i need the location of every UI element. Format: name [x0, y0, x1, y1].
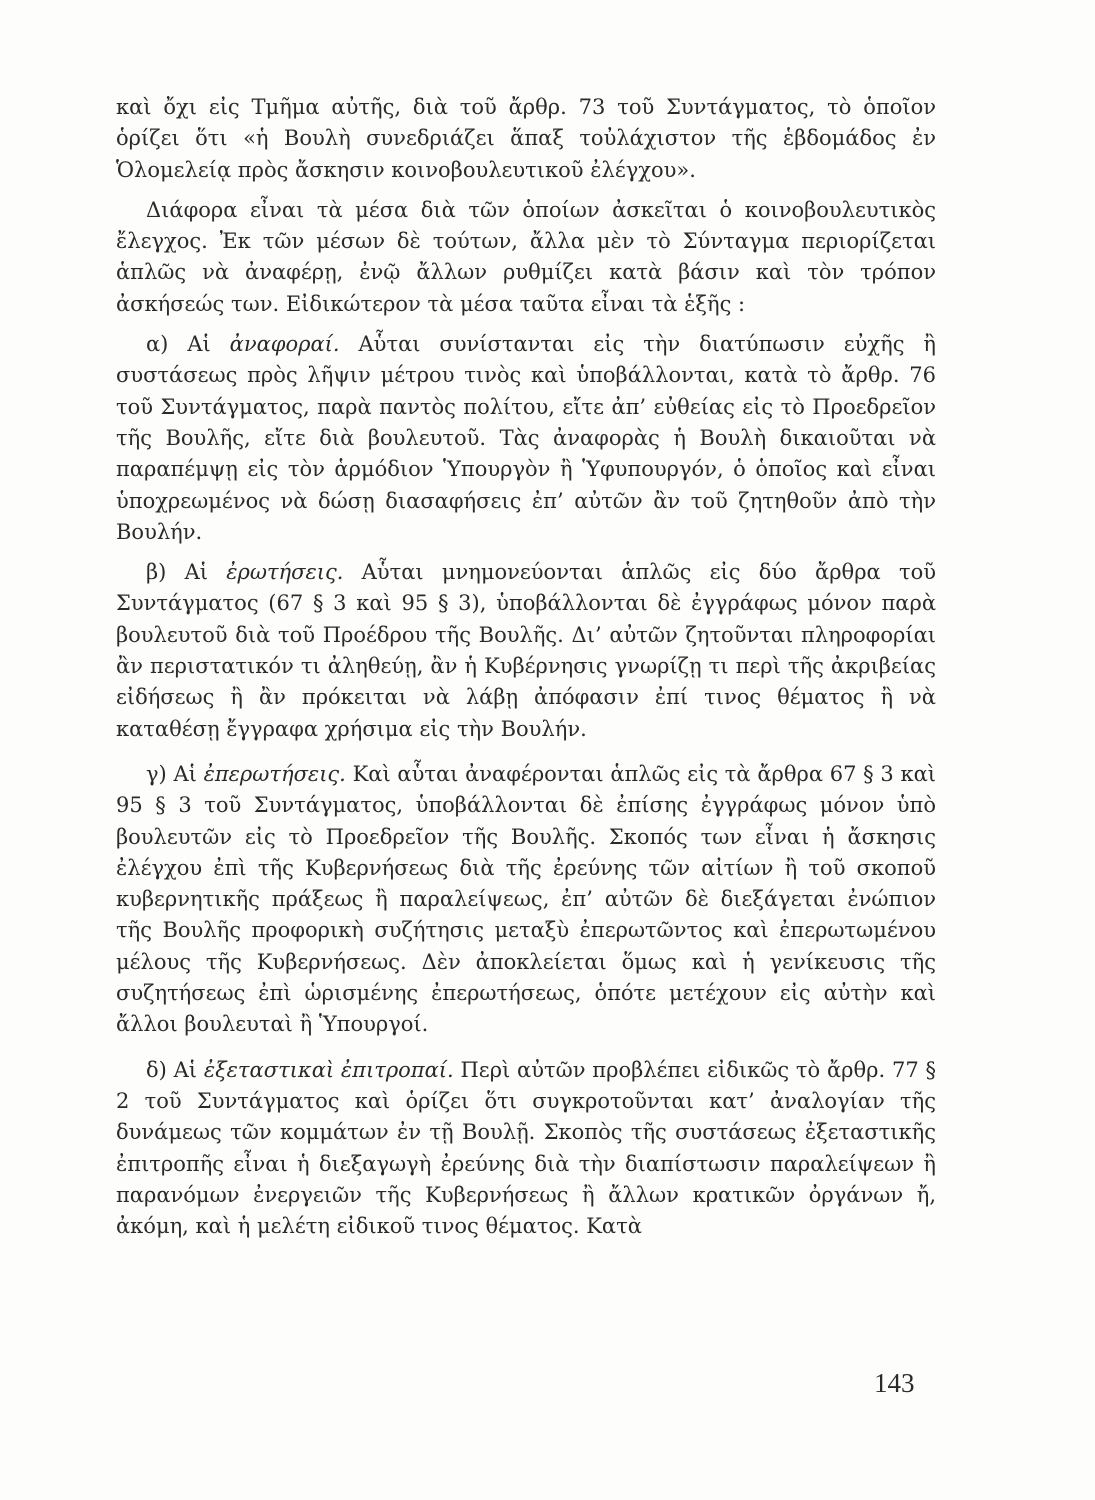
- item-marker: β) Αἱ: [146, 560, 227, 585]
- item-term: ἐξεταστικαὶ ἐπιτροπαί.: [203, 1057, 454, 1082]
- item-marker: δ) Αἱ: [146, 1057, 204, 1082]
- item-marker: γ) Αἱ: [146, 761, 204, 786]
- paragraph-continuation: καὶ ὄχι εἰς Τμῆμα αὐτῆς, διὰ τοῦ ἄρθρ. 73 τοῦ Συντάγματος, τὸ ὁποῖον ὁρίζει ὅτι «ἡ Βουλὴ συνεδριάζει ἅπαξ τοὐλάχιστον τῆς ἑβδομάδος ἐν Ὁλομελείᾳ πρὸς ἄσκησιν κοινοβουλευτικοῦ ἐλέγχου».: [116, 95, 936, 182]
- paragraph-inquiry-committees: [116, 1055, 936, 1243]
- item-term: ἐρωτήσεις.: [226, 560, 344, 585]
- paragraph-control-means: Διάφορα εἶναι τὰ μέσα διὰ τῶν ὁποίων ἀσκεῖται ὁ κοινοβουλευτικὸς ἔλεγχος. Ἐκ τῶν μέσων δὲ τούτων, ἄλλα μὲν τὸ Σύνταγμα περιορίζεται ἁπλῶς νὰ ἀναφέρῃ, ἐνῷ ἄλλων ρυθμίζει κατὰ βάσιν καὶ τὸν τρόπον ἀσκήσεώς των. Εἰδικώτερον τὰ μέσα ταῦτα εἶναι τὰ ἑξῆς :: [116, 197, 936, 316]
- item-text: Αὗται μνημονεύονται ἁπλῶς εἰς δύο ἄρθρα τοῦ Συντάγματος (67 § 3 καὶ 95 § 3), ὑποβάλλονται δὲ ἐγγράφως μόνον παρὰ βουλευτοῦ διὰ τοῦ Προέδρου τῆς Βουλῆς. Δι’ αὐτῶν ζητοῦνται πληροφορίαι ἂν περιστατικόν τι ἀληθεύῃ, ἂν ἡ Κυβέρνησις γνωρίζῃ τι περὶ τῆς ἀκριβείας εἰδήσεως ἢ ἂν πρόκειται νὰ λάβῃ ἀπόφασιν ἐπί τινος θέματος ἢ νὰ καταθέσῃ ἔγγραφα χρήσιμα εἰς τὴν Βουλήν.: [116, 560, 936, 741]
- paragraph-questions: [116, 557, 936, 745]
- item-text: Αὗται συνίστανται εἰς τὴν διατύπωσιν εὐχῆς ἢ συστάσεως πρὸς λῆψιν μέτρου τινὸς καὶ ὑποβάλλονται, κατὰ τὸ ἄρθρ. 76 τοῦ Συντάγματος, παρὰ παντὸς πολίτου, εἴτε ἀπ’ εὐθείας εἰς τὸ Προεδρεῖον τῆς Βουλῆς, εἴτε διὰ βουλευτοῦ. Τὰς ἀναφορὰς ἡ Βουλὴ δικαιοῦται νὰ παραπέμψῃ εἰς τὸν ἁρμόδιον Ὑπουργὸν ἢ Ὑφυπουργόν, ὁ ὁποῖος καὶ εἶναι ὑποχρεωμένος νὰ δώσῃ διασαφήσεις ἐπ’ αὐτῶν ἂν τοῦ ζητηθοῦν ἀπὸ τὴν Βουλήν.: [116, 332, 936, 544]
- paragraph-interpellations: [116, 759, 936, 1041]
- item-term: ἀναφοραί.: [229, 332, 340, 357]
- item-text: Περὶ αὐτῶν προβλέπει εἰδικῶς τὸ ἄρθρ. 77 § 2 τοῦ Συντάγματος καὶ ὁρίζει ὅτι συγκροτοῦνται κατ’ ἀναλογίαν τῆς δυνάμεως τῶν κομμάτων ἐν τῇ Βουλῇ. Σκοπὸς τῆς συστάσεως ἐξεταστικῆς ἐπιτροπῆς εἶναι ἡ διεξαγωγὴ ἐρεύνης διὰ τὴν διαπίστωσιν παραλείψεων ἢ παρανόμων ἐνεργειῶν τῆς Κυβερνήσεως ἢ ἄλλων κρατικῶν ὀργάνων ἤ, ἀκόμη, καὶ ἡ μελέτη εἰδικοῦ τινος θέματος. Κατὰ: [116, 1057, 936, 1239]
- item-text: Καὶ αὗται ἀναφέρονται ἁπλῶς εἰς τὰ ἄρθρα 67 § 3 καὶ 95 § 3 τοῦ Συντάγματος, ὑποβάλλονται δὲ ἐπίσης ἐγγράφως μόνον ὑπὸ βουλευτῶν εἰς τὸ Προεδρεῖον τῆς Βουλῆς. Σκοπός των εἶναι ἡ ἄσκησις ἐλέγχου ἐπὶ τῆς Κυβερνήσεως διὰ τῆς ἐρεύνης τῶν αἰτίων ἢ τοῦ σκοποῦ κυβερνητικῆς πράξεως ἢ παραλείψεως, ἐπ’ αὐτῶν δὲ διεξάγεται ἐνώπιον τῆς Βουλῆς προφορικὴ συζήτησις μεταξὺ ἐπερωτῶντος καὶ ἐπερωτωμένου μέλους τῆς Κυβερνήσεως. Δὲν ἀποκλείεται ὅμως καὶ ἡ γενίκευσις τῆς συζητήσεως ἐπὶ ὡρισμένης ἐπερωτήσεως, ὁπότε μετέχουν εἰς αὐτὴν καὶ ἄλλοι βουλευταὶ ἢ Ὑπουργοί.: [116, 761, 936, 1037]
- page-number: 143: [874, 1368, 915, 1398]
- body-text: [116, 92, 936, 1242]
- item-marker: α) Αἱ: [146, 332, 230, 357]
- paragraph-petitions: [116, 329, 936, 548]
- item-term: ἐπερωτήσεις.: [203, 761, 346, 786]
